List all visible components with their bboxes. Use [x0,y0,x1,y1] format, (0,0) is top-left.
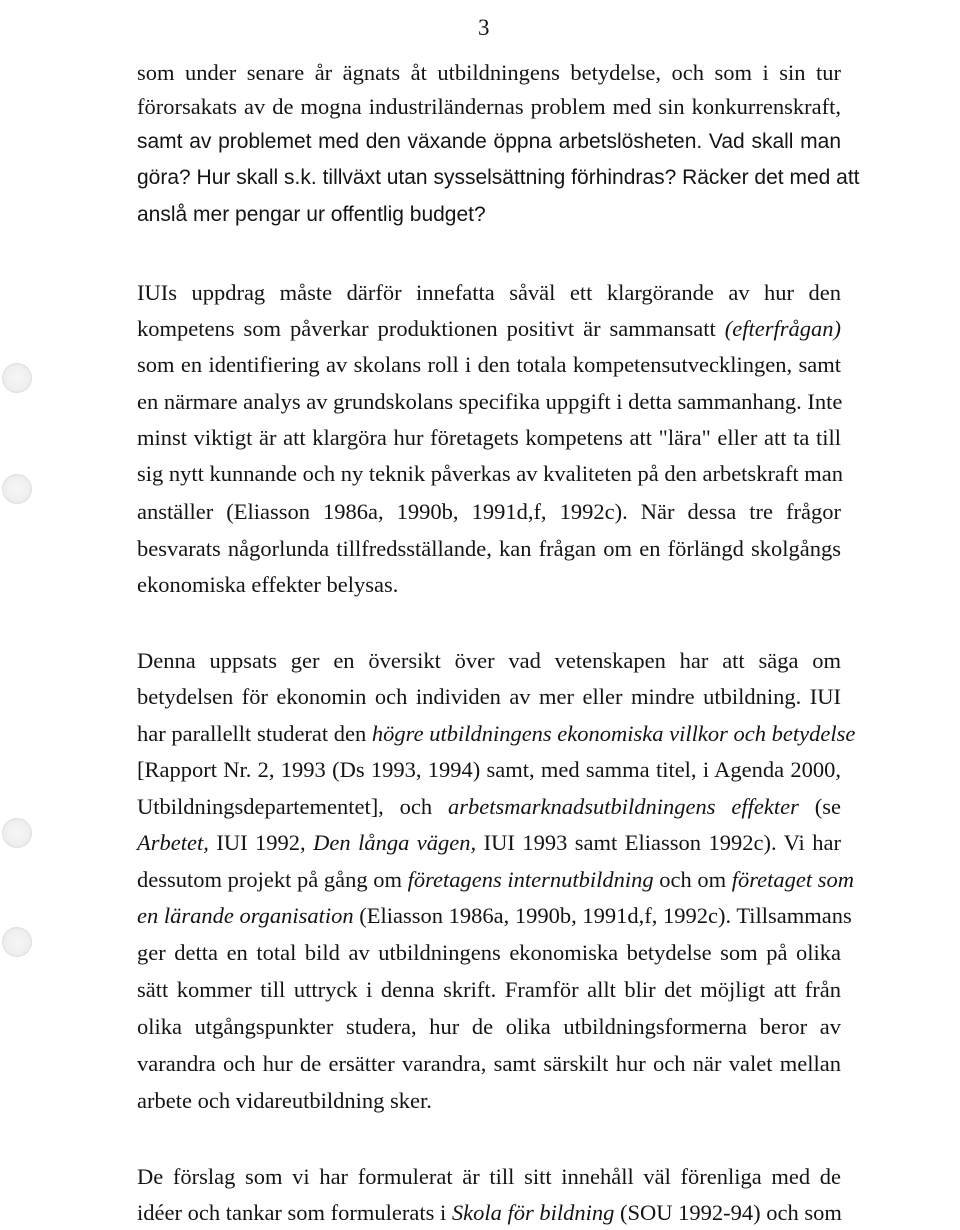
text-line: De förslag som vi har formulerat är till sitt innehåll väl förenliga med de [137,1164,841,1189]
text-run: (se [798,794,841,819]
text-run: (SOU 1992-94) och som [614,1200,842,1225]
text-line: arbete och vidareutbildning sker. [137,1088,432,1113]
text-run: och om [653,867,732,892]
text-run: IUI 1993 samt Eliasson 1992c). Vi har [476,830,841,855]
text-line: betydelsen för ekonomin och individen av mer eller mindre utbildning. IUI [137,684,841,709]
text-line [137,312,841,346]
text-line: ekonomiska effekter belysas. [137,572,399,597]
emphasis-text: Skola för bildning [451,1200,615,1225]
text-line: som en identifiering av skolans roll i den totala kompetensutvecklingen, samt [137,352,841,377]
text-line: en närmare analys av grundskolans specifika uppgift i detta sammanhang. Inte [137,389,843,414]
text-line [137,899,852,933]
punch-hole-1 [2,363,32,393]
text-line: anslå mer pengar ur offentlig budget? [137,203,486,226]
emphasis-text: en lärande organisation [137,903,354,928]
text-run: IUI 1992, [208,830,314,855]
text-run: Utbildningsdepartementet], och [137,794,449,819]
text-line: minst viktigt är att klargöra hur företagets kompetens att "lära" eller att ta till [137,425,841,450]
punch-hole-4 [2,927,32,957]
emphasis-text: Arbetet, [137,830,209,855]
text-line: ger detta en total bild av utbildningens ekonomiska betydelse som på olika [137,940,841,965]
text-line: samt av problemet med den växande öppna arbetslösheten. Vad skall man [137,130,841,153]
text-line: besvarats någorlunda tillfredsställande, kan frågan om en förlängd skolgångs [137,536,841,561]
text-run: idéer och tankar som formulerats i [137,1200,452,1225]
emphasis-text: arbetsmarknadsutbildningens effekter [448,794,799,819]
text-line: varandra och hur de ersätter varandra, samt särskilt hur och när valet mellan [137,1051,841,1076]
text-line: anställer (Eliasson 1986a, 1990b, 1991d,f, 1992c). När dessa tre frågor [137,499,841,524]
punch-hole-3 [2,818,32,848]
text-line: olika utgångspunkter studera, hur de olika utbildningsformerna beror av [137,1014,841,1039]
emphasis-text: högre utbildningens ekonomiska villkor och betydelse [371,721,856,746]
text-line [137,717,856,751]
text-line: sätt kommer till uttryck i denna skrift. Framför allt blir det möjligt att från [137,977,841,1002]
emphasis-text: Den långa vägen, [313,830,477,855]
text-run: kompetens som påverkar produktionen positivt är sammansatt [137,316,725,341]
emphasis-text: företaget som [731,867,855,892]
text-line: förorsakats av de mogna industriländernas problem med sin konkurrenskraft, [137,94,841,119]
text-line: IUIs uppdrag måste därför innefatta såväl ett klargörande av hur den [137,280,841,305]
text-line [137,790,841,824]
text-line: sig nytt kunnande och ny teknik påverkas av kvaliteten på den arbetskraft man [137,461,844,486]
text-run: har parallellt studerat den [137,721,372,746]
page-number: 3 [478,15,490,40]
text-line: som under senare år ägnats åt utbildningens betydelse, och som i sin tur [137,60,841,85]
text-line: göra? Hur skall s.k. tillväxt utan sysselsättning förhindras? Räcker det med att [137,166,860,189]
text-line: Denna uppsats ger en översikt över vad vetenskapen har att säga om [137,648,841,673]
text-line [137,826,841,860]
emphasis-text: företagens internutbildning [407,867,654,892]
emphasis-text: (efterfrågan) [724,316,841,341]
text-line: [Rapport Nr. 2, 1993 (Ds 1993, 1994) samt, med samma titel, i Agenda 2000, [137,757,841,782]
text-line [137,863,855,897]
punch-hole-2 [2,474,32,504]
text-run: (Eliasson 1986a, 1990b, 1991d,f, 1992c). Tillsammans [353,903,852,928]
text-run: dessutom projekt på gång om [137,867,408,892]
